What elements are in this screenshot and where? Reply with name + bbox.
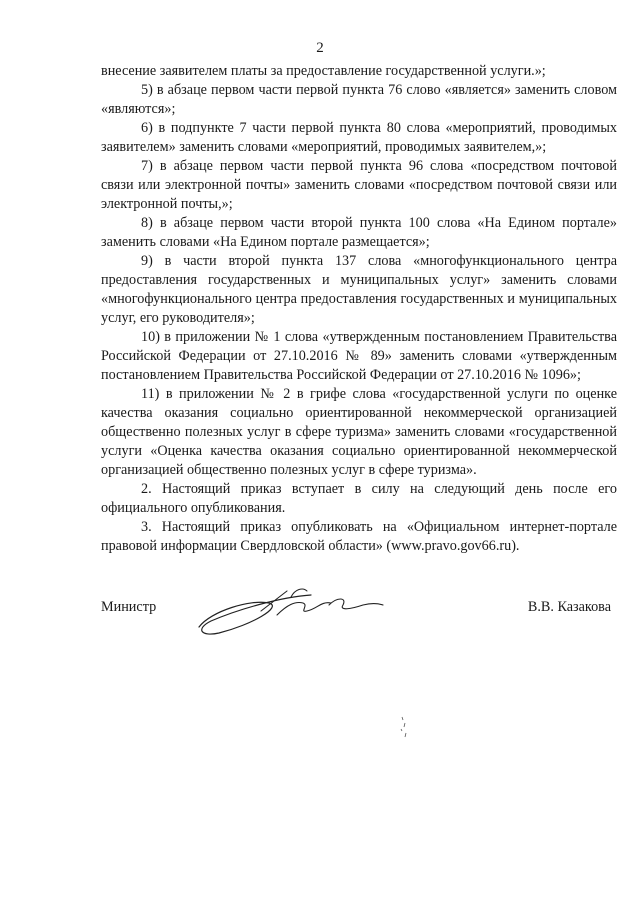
handwritten-signature	[191, 581, 391, 645]
paragraph-item-6: 6) в подпункте 7 части первой пункта 80 слова «мероприятий, проводимых заявителем» заменить словами «мероприятий, проводимых заявителем,»;	[101, 120, 617, 155]
paragraph-item-9: 9) в части второй пункта 137 слова «многофункционального центра предоставления государственных и муниципальных услуг» заменить словами «многофункционального центра предоставления государственных и муниципальных услуг, его руководителя»;	[101, 253, 617, 326]
paragraph-clause-3: 3. Настоящий приказ опубликовать на «Официальном интернет-портале правовой информации Свердловской области» (www.pravo.gov66.ru).	[101, 519, 617, 554]
document-body	[101, 62, 617, 556]
signatory-title: Министр	[101, 599, 157, 615]
paragraph-item-10: 10) в приложении № 1 слова «утвержденным постановлением Правительства Российской Федерации от 27.10.2016 № 89» заменить словами «утвержденным постановлением Правительства Российской Федерации от 27.10.2016 № 1096»;	[101, 329, 617, 383]
signature-block	[101, 595, 617, 655]
paragraph-continuation: внесение заявителем платы за предоставление государственной услуги.»;	[101, 63, 546, 79]
paragraph-item-5: 5) в абзаце первом части первой пункта 76 слово «является» заменить словом «являются»;	[101, 82, 617, 117]
paragraph-clause-2: 2. Настоящий приказ вступает в силу на следующий день после его официального опубликования.	[101, 481, 617, 516]
paragraph-item-11: 11) в приложении № 2 в грифе слова «государственной услуги по оценке качества оказания социально ориентированной некоммерческой организацией общественно полезных услуг в сфере туризма» заменить словами «государственной услуги «Оценка качества оказания социально ориентированной некоммерческой организацией общественно полезных услуг в сфере туризма».	[101, 386, 617, 478]
page-number: 2	[316, 40, 324, 56]
scan-speck-mark	[398, 715, 412, 741]
signatory-name: В.В. Казакова	[527, 599, 611, 615]
paragraph-item-8: 8) в абзаце первом части второй пункта 100 слова «На Едином портале» заменить словами «На Едином портале размещается»;	[101, 215, 617, 250]
paragraph-item-7: 7) в абзаце первом части первой пункта 96 слова «посредством почтовой связи или электронной почты» заменить словами «посредством почтовой связи или электронной почты,»;	[101, 158, 617, 212]
